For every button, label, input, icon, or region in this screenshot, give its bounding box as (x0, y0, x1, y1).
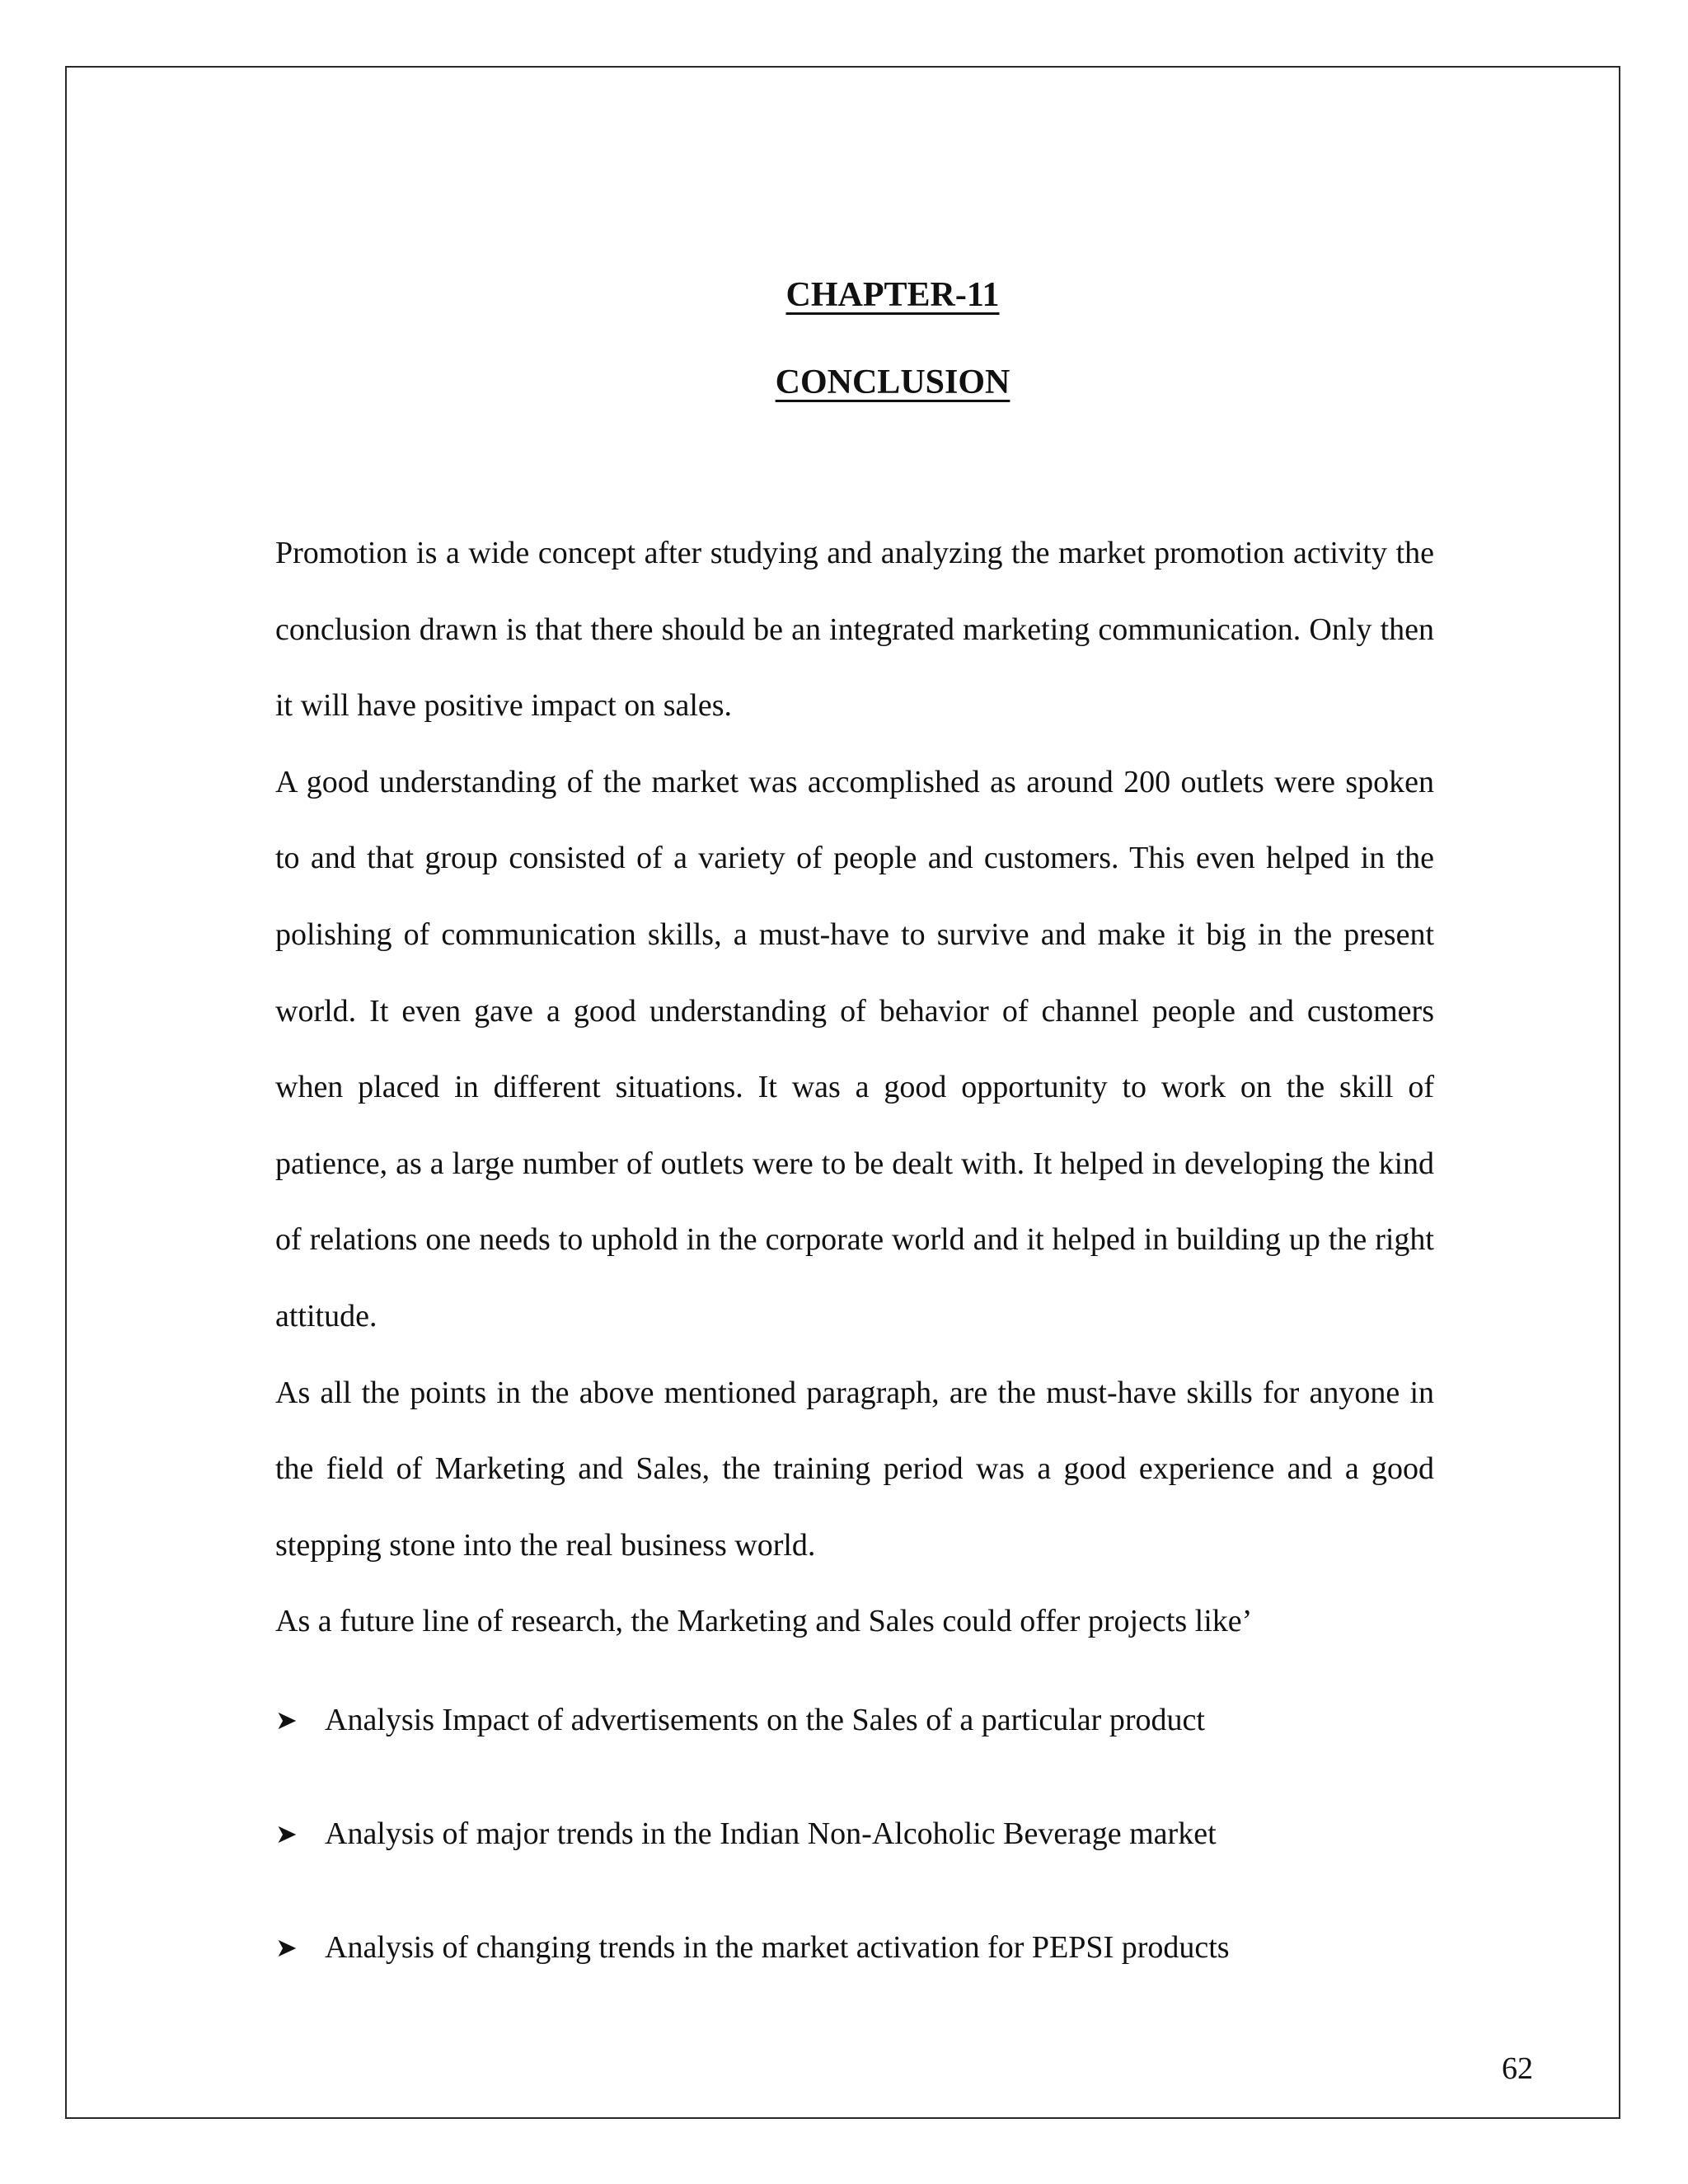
paragraph-future-research: As a future line of research, the Marketing and Sales could offer projects like’ (275, 1604, 1253, 1639)
arrowhead-bullet-icon: ➤ (275, 1818, 298, 1849)
arrowhead-bullet-icon: ➤ (275, 1704, 298, 1736)
paragraph-intro: Promotion is a wide concept after studying and analyzing the market promotion activity the conclusion drawn is that there should be an integrated marketing communication. Only then it will have positive impact on sales. (275, 536, 1434, 724)
research-projects-list (275, 1701, 1512, 2042)
list-item (275, 1815, 1512, 1929)
paragraph-skills: As all the points in the above mentioned paragraph, are the must-have skills for anyone in the field of Marketing and Sales, the training period was a good experience and a good stepping stone into the real business world. (275, 1375, 1434, 1563)
body-text (275, 515, 1434, 1660)
list-item (275, 1701, 1512, 1815)
list-item (275, 1929, 1512, 2042)
paragraph-understanding: A good understanding of the market was accomplished as around 200 outlets were spoken to and that group consisted of a variety of people and customers. This even helped in the polishing of communication skills, a must-have to survive and make it big in the present world. It even gave a good understanding of behavior of channel people and customers when placed in different situations. It was a good opportunity to work on the skill of patience, as a large number of outlets were to be dealt with. It helped in developing the kind of relations one needs to uphold in the corporate world and it helped in building up the right attitude. (275, 764, 1434, 1333)
arrowhead-bullet-icon: ➤ (275, 1932, 298, 1963)
page-number: 62 (1502, 2051, 1533, 2086)
list-item-text: Analysis of major trends in the Indian Non-Alcoholic Beverage market (325, 1816, 1217, 1851)
chapter-title: CHAPTER-11 (785, 276, 1000, 314)
list-item-text: Analysis of changing trends in the market activation for PEPSI products (325, 1930, 1230, 1965)
list-item-text: Analysis Impact of advertisements on the Sales of a particular product (325, 1703, 1205, 1737)
section-title: CONCLUSION (775, 363, 1010, 401)
